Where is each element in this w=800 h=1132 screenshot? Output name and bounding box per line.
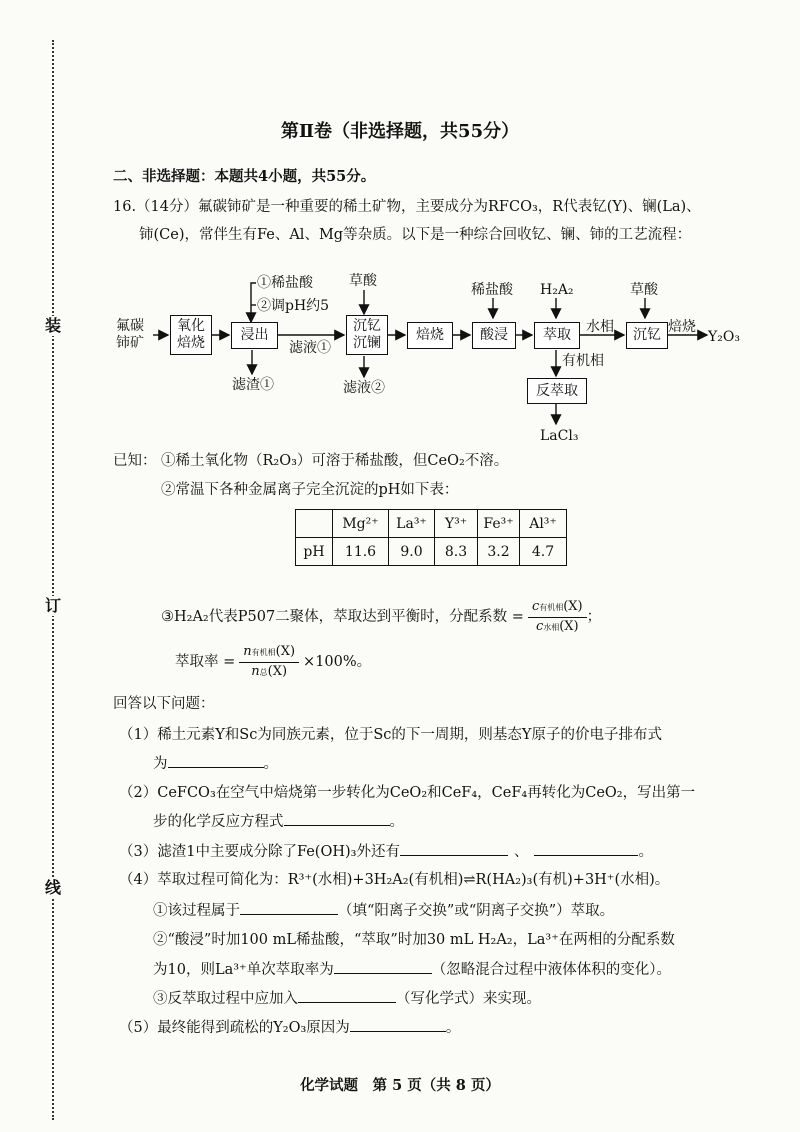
box-roast: 焙烧 (407, 322, 453, 349)
question-intro-line2: 铈(Ce)，常伴生有Fe、Al、Mg等杂质。以下是一种综合回收钇、镧、铈的工艺流程： (139, 227, 692, 243)
table-row-label: pH (296, 538, 333, 566)
box-oxidize-roast: 氧化 焙烧 (170, 315, 212, 355)
table-header-ion: Y³⁺ (435, 510, 478, 538)
table-cell: 8.3 (435, 538, 478, 566)
known-prefix: 已知： (113, 453, 157, 469)
label-reagent-hcl: ①稀盐酸 (257, 275, 313, 291)
extraction-rate-formula: 萃取率 = $\frac{\text{n有机相(X)}}{\text{n总(X)}}$ ×100%。 (175, 642, 371, 682)
q3-answer-blank-2[interactable] (534, 840, 638, 856)
label-roasting: 焙烧 (668, 319, 696, 335)
question-intro-line1: 16.（14分）氟碳铈矿是一种重要的稀土矿物，主要成分为RFCO₃，R代表钇(Y)、镧(La)、 (113, 199, 701, 215)
feed-ore-label: 氟碳 铈矿 (116, 318, 144, 351)
table-cell: 11.6 (333, 538, 389, 566)
box-acid-leach: 酸浸 (472, 322, 516, 349)
extraction-rate-fraction: $\frac{\text{n有机相(X)}}{\text{n总(X)}}$ (239, 643, 299, 682)
label-oxalic-acid-1: 草酸 (349, 273, 377, 289)
distribution-coefficient-fraction: $\frac{\text{c有机相(X)}}{\text{c水相(X)}}$ (528, 598, 587, 637)
label-residue-1: 滤渣① (232, 377, 274, 393)
q3-line: （3）滤渣1中主要成分除了Fe(OH)₃外还有 、 。 (119, 840, 653, 863)
known-item-2: ②常温下各种金属离子完全沉淀的pH如下表： (161, 482, 459, 498)
box-precipitate-y: 沉钇 (626, 322, 668, 349)
table-cell: 9.0 (389, 538, 435, 566)
box-extract: 萃取 (534, 322, 580, 349)
label-extractant: H₂A₂ (540, 282, 574, 298)
table-row (296, 510, 567, 538)
table-cell: 3.2 (478, 538, 520, 566)
q5-answer-blank[interactable] (350, 1016, 446, 1032)
q4-2-answer-blank[interactable] (334, 958, 432, 974)
label-product-y2o3: Y₂O₃ (708, 329, 740, 345)
table-cell-empty (296, 510, 333, 538)
ph-table (295, 509, 567, 566)
binding-mark-xian: 线 (44, 878, 61, 897)
label-filtrate-1: 滤液① (289, 340, 331, 356)
table-header-ion: La³⁺ (389, 510, 435, 538)
table-header-ion: Fe³⁺ (478, 510, 520, 538)
q4-3-answer-blank[interactable] (298, 987, 396, 1003)
q5-line: （5）最终能得到疏松的Y₂O₃原因为 。 (119, 1016, 460, 1039)
box-precipitate-y-la: 沉钇 沉镧 (346, 315, 388, 355)
binding-mark-ding: 订 (44, 596, 61, 615)
q4-2-line2: 为10，则La³⁺单次萃取率为 （忽略混合过程中液体体积的变化）。 (153, 958, 671, 981)
q2-line1: （2）CeFCO₃在空气中焙烧第一步转化为CeO₂和CeF₄，CeF₄再转化为CeO₂，写出第一 (119, 785, 696, 801)
q1-line2: 为 。 (153, 752, 278, 775)
table-header-ion: Mg²⁺ (333, 510, 389, 538)
binding-mark-zhuang: 装 (44, 316, 61, 335)
q2-answer-blank[interactable] (284, 810, 390, 826)
q4-3-line: ③反萃取过程中应加入 （写化学式）来实现。 (153, 987, 541, 1010)
box-back-extract: 反萃取 (527, 378, 587, 404)
q4-1-answer-blank[interactable] (240, 899, 338, 915)
table-cell: 4.7 (520, 538, 567, 566)
flowchart-arrows (0, 0, 800, 460)
q4-2-line1: ②“酸浸”时加100 mL稀盐酸，“萃取”时加30 mL H₂A₂，La³⁺在两相的分配系数 (153, 932, 675, 948)
known-item-1: ①稀土氧化物（R₂O₃）可溶于稀盐酸，但CeO₂不溶。 (161, 453, 509, 469)
label-aqueous-phase: 水相 (586, 319, 614, 335)
page-footer: 化学试题 第 5 页（共 8 页） (300, 1077, 500, 1094)
q1-answer-blank[interactable] (168, 752, 264, 768)
label-filtrate-2: 滤液② (343, 380, 385, 396)
q3-answer-blank-1[interactable] (400, 840, 508, 856)
known-item-3: ③H₂A₂代表P507二聚体，萃取达到平衡时，分配系数 = $\frac{\text{c有机相(X)}}{\text{c水相(X)}}$ ； (161, 597, 601, 637)
label-reagent-ph: ②调pH约5 (257, 298, 330, 314)
q2-line2: 步的化学反应方程式 。 (153, 810, 404, 833)
q4-1-line: ①该过程属于 （填“阳离子交换”或“阴离子交换”）萃取。 (153, 899, 614, 922)
q1-line1: （1）稀土元素Y和Sc为同族元素，位于Sc的下一周期，则基态Y原子的价电子排布式 (119, 727, 662, 743)
rate-label: 萃取率 = (175, 654, 236, 670)
label-dilute-hcl: 稀盐酸 (471, 282, 513, 298)
part-heading: 二、非选择题：本题共4小题，共55分。 (113, 168, 376, 185)
box-leach: 浸出 (231, 322, 278, 349)
q4-line: （4）萃取过程可简化为：R³⁺(水相)+3H₂A₂(有机相)⇌R(HA₂)₃(有机)+3H⁺(水相)。 (119, 872, 670, 888)
section-title: 第Ⅱ卷（非选择题，共55分） (280, 121, 520, 142)
table-header-ion: Al³⁺ (520, 510, 567, 538)
known-item-3-text: ③H₂A₂代表P507二聚体，萃取达到平衡时，分配系数 = (161, 609, 524, 625)
answer-heading: 回答以下问题： (113, 696, 215, 712)
label-organic-phase: 有机相 (562, 353, 604, 369)
label-oxalic-acid-2: 草酸 (630, 282, 658, 298)
table-row (296, 538, 567, 566)
label-product-lacl3: LaCl₃ (540, 428, 579, 444)
